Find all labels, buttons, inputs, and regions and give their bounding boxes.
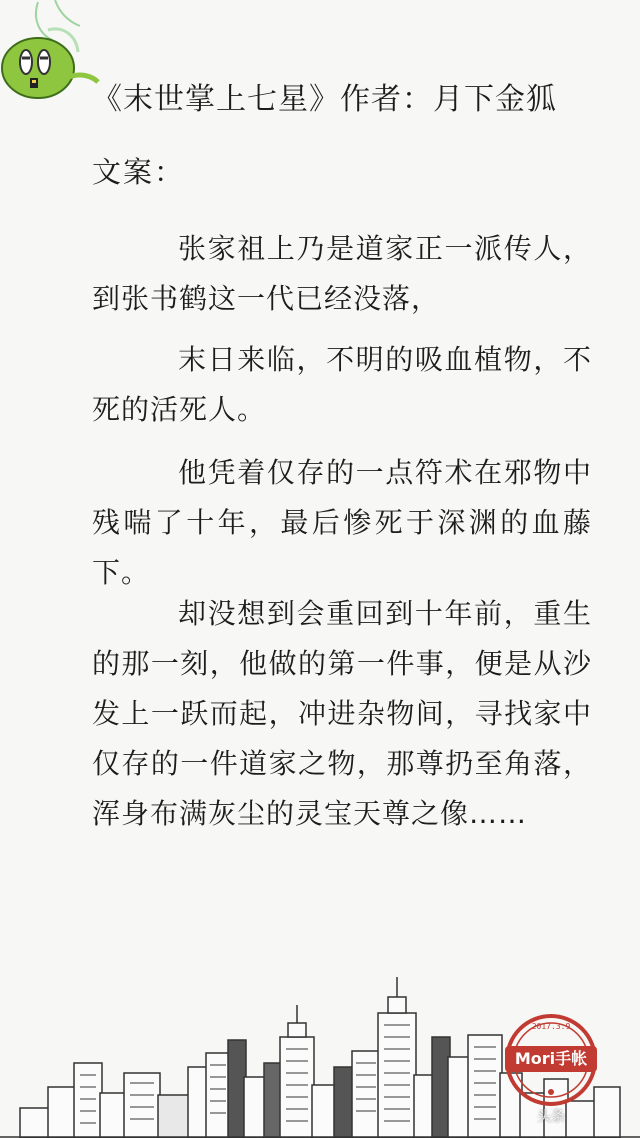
document-title: 《末世掌上七星》作者：月下金狐 [92,82,557,117]
synopsis-label: 文案： [92,155,186,189]
synopsis-paragraph-3: 他凭着仅存的一点符术在邪物中残喘了十年，最后惨死于深渊的血藤下。 [92,456,592,589]
green-bean-mascot-icon [0,0,100,105]
synopsis-paragraph-2: 末日来临，不明的吸血植物，不死的活死人。 [92,343,592,426]
synopsis-paragraph-1: 张家祖上乃是道家正一派传人，到张书鹤这一代已经没落， [92,232,592,315]
stamp-date: 2017.3.9 [531,1022,571,1031]
watermark: 头条 [537,1109,565,1125]
stamp-text: Mori手帐 [514,1049,588,1068]
synopsis-paragraph-4: 却没想到会重回到十年前，重生的那一刻，他做的第一件事，便是从沙发上一跃而起，冲进杂物间，寻找家中仅存的一件道家之物，那尊扔至角落，浑身布满灰尘的灵宝天尊之像…… [92,597,592,830]
